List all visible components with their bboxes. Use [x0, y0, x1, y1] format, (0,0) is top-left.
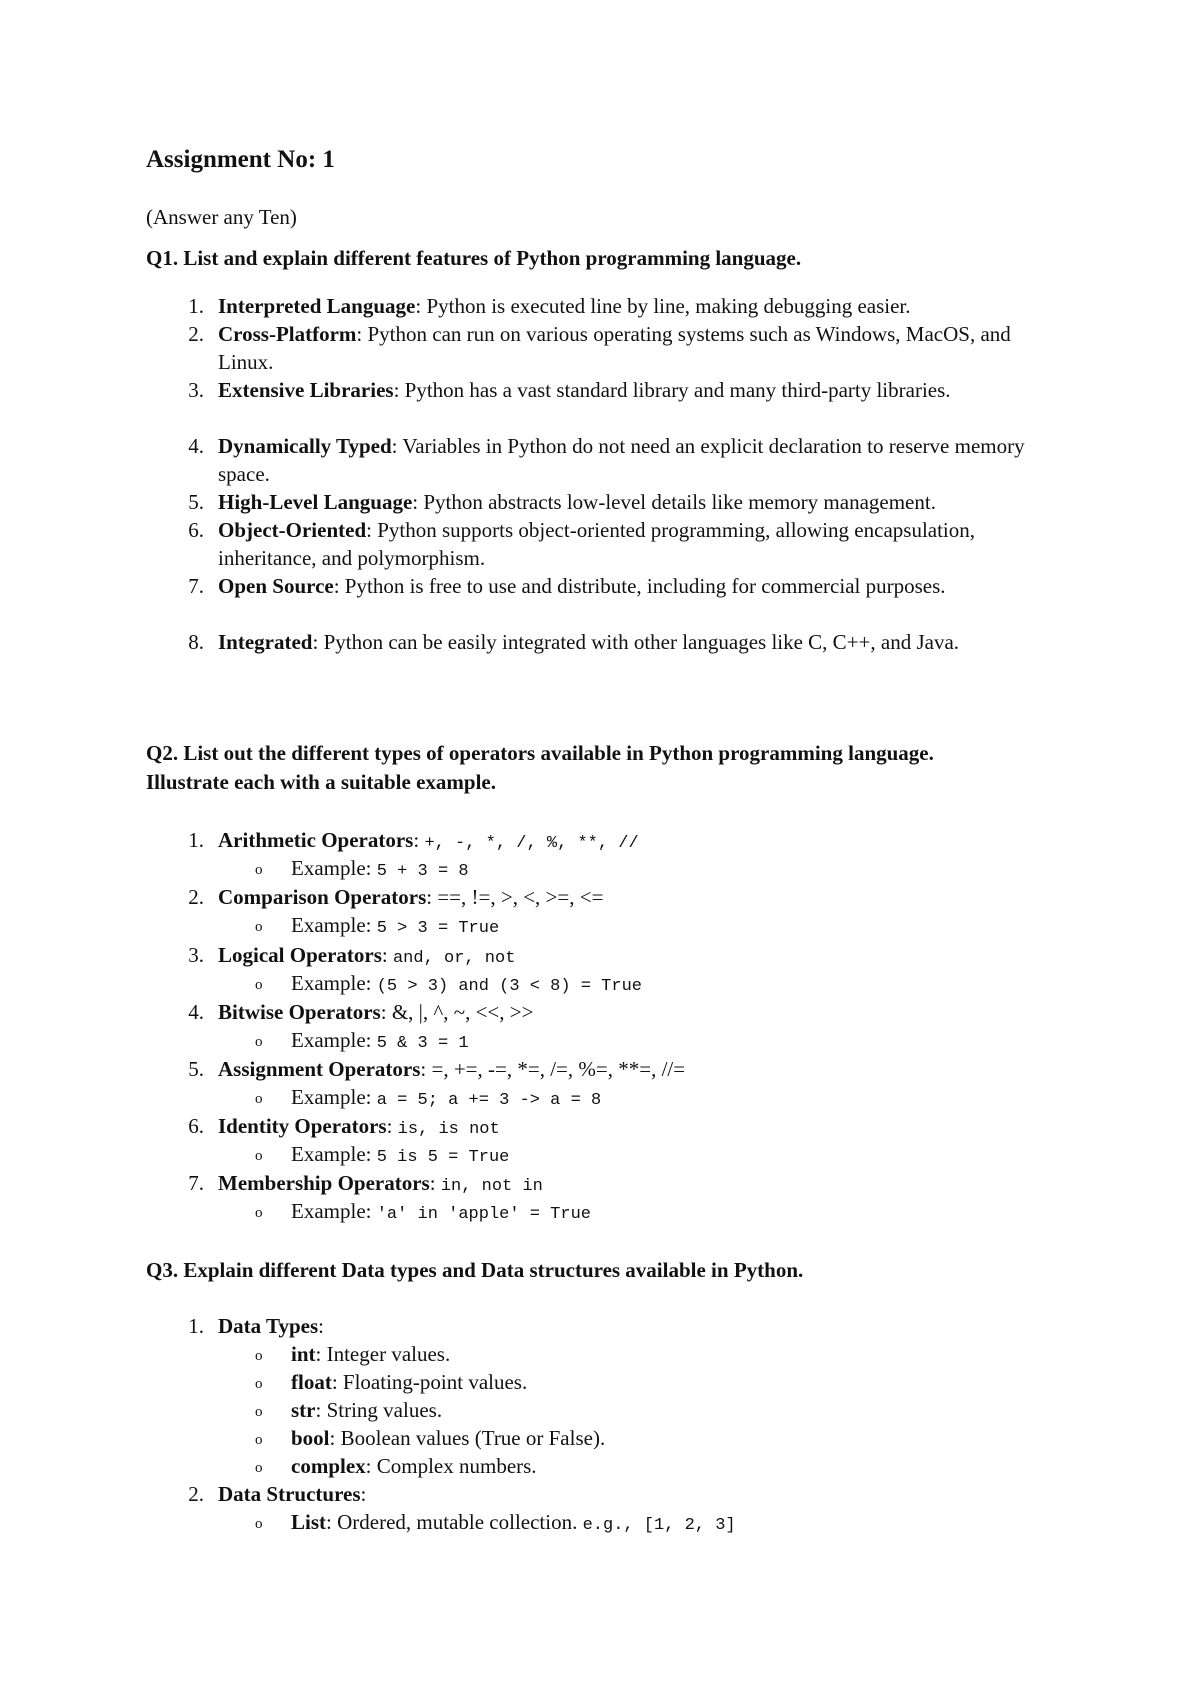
feature-description: : Python can be easily integrated with other languages like C, C++, and Java. [312, 630, 960, 654]
colon: : [360, 1482, 367, 1506]
operator-term: Arithmetic Operators [218, 828, 414, 852]
bullet-icon: o [255, 919, 263, 935]
operator-list: =, +=, -=, *=, /=, %=, **=, //= [431, 1057, 686, 1081]
feature-term: Dynamically Typed [218, 434, 392, 458]
list-number: 3. [188, 378, 204, 402]
type-term: float [291, 1370, 332, 1394]
list-number: 4. [188, 1000, 204, 1024]
list-number: 2. [188, 1482, 204, 1506]
list-number: 1. [188, 828, 204, 852]
operator-term: Bitwise Operators [218, 1000, 381, 1024]
type-description: : Floating-point values. [331, 1370, 528, 1394]
example-code: a = 5; a += 3 -> a = 8 [376, 1091, 602, 1110]
example-code: (5 > 3) and (3 < 8) = True [376, 977, 642, 996]
example-label: Example: [291, 1199, 377, 1223]
example-label: Example: [291, 1028, 377, 1052]
bullet-icon: o [255, 1148, 263, 1164]
question-2-line-1: Q2. List out the different types of operators available in Python programming language. [146, 741, 934, 765]
feature-term: Extensive Libraries [218, 378, 394, 402]
example-label: Example: [291, 856, 377, 880]
example-code: 5 > 3 = True [376, 919, 500, 938]
operator-list: is, is not [397, 1120, 500, 1139]
structure-example: e.g., [1, 2, 3] [582, 1516, 736, 1535]
type-description: : Integer values. [315, 1342, 451, 1366]
type-term: str [291, 1398, 316, 1422]
category-term: Data Structures [218, 1482, 361, 1506]
document-page: Assignment No: 1 (Answer any Ten) Q1. List and explain different features of Python programming language. 1. Interpreted Language: Python is executed line by line, making debugging easier. 2. Cross-Platform: Python can run on various operating systems such as Windows, MacOS, and Linux. 3. Extensive Libraries: Python has a vast standard library and many third-party libraries. 4. Dynamically Typed: Variables in Python do not need an explicit declaration to reserve memory space. 5. High-Level Language: Python abstracts low-level details like memory management. 6. Object-Oriented: Python supports object-oriented programming, allowing encapsulation, inheritance, and polymorphism. 7. Open Source: Python is free to use and distribute, including for commercial purposes. 8. Integrated: Python can be easily integrated with other languages like C, C++, and Java. Q2. List out the different types of operators available in Python programming language. Illustrate each with a suitable example. 1. Arithmetic Operators: +, -, *, /, %, **, // o Example: 5 + 3 = 8 2. Comparison Operators: ==, !=, >, <, >=, <= o Example: 5 > 3 = True 3. Logical Operators: and, or, not o Example: (5 > 3) and (3 < 8) = True 4. Bitwise Operators: &, |, ^, ~, <<, >> o Example: 5 & 3 = 1 5. Assignment Operators: =, +=, -=, *=, /=, %=, **=, //= o Example: a = 5; a += 3 -> a = 8 6. Identity Operators: is, is not o Example: 5 is 5 = True 7. Membership Operators: in, not in o Example: 'a' in 'apple' = True Q3. Explain different Data types and Data structures available in Python. 1. Data Types: o int: Integer values. o float: Floating-point values. o str: String values. o bool: Boolean values (True or False). o complex: Complex numbers. 2. Data Structures: o List: Ordered, mutable collection. e.g., [1, 2, 3] [0, 0, 1200, 1696]
operator-list: &, |, ^, ~, <<, >> [391, 1000, 534, 1024]
bullet-icon: o [255, 1091, 263, 1107]
feature-term: Cross-Platform [218, 322, 357, 346]
example-label: Example: [291, 971, 377, 995]
list-number: 1. [188, 1314, 204, 1338]
feature-term: High-Level Language [218, 490, 413, 514]
feature-description: : Python supports object-oriented programming, allowing encapsulation, inheritance, and polymorphism. [218, 518, 976, 570]
colon: : [318, 1314, 324, 1338]
list-number: 5. [188, 490, 204, 514]
operator-list: and, or, not [392, 949, 516, 968]
feature-description: : Python has a vast standard library and many third-party libraries. [393, 378, 951, 402]
feature-term: Integrated [218, 630, 313, 654]
operator-term: Assignment Operators [218, 1057, 421, 1081]
feature-description: : Python is free to use and distribute, including for commercial purposes. [333, 574, 946, 598]
type-description: : String values. [315, 1398, 443, 1422]
type-term: bool [291, 1426, 330, 1450]
bullet-icon: o [255, 1348, 263, 1364]
operator-term: Identity Operators [218, 1114, 387, 1138]
bullet-icon: o [255, 1034, 263, 1050]
category-term: Data Types [218, 1314, 319, 1338]
feature-term: Open Source [218, 574, 334, 598]
bullet-icon: o [255, 977, 263, 993]
example-code: 5 & 3 = 1 [376, 1034, 469, 1053]
type-term: complex [291, 1454, 366, 1478]
instruction-note: (Answer any Ten) [146, 205, 297, 229]
list-number: 7. [188, 574, 204, 598]
list-number: 3. [188, 943, 204, 967]
list-number: 2. [188, 885, 204, 909]
bullet-icon: o [255, 1376, 263, 1392]
operator-list: in, not in [440, 1177, 543, 1196]
feature-description: : Python can run on various operating systems such as Windows, MacOS, and Linux. [218, 322, 1011, 374]
feature-description: : Python is executed line by line, making debugging easier. [415, 294, 911, 318]
structure-description: : Ordered, mutable collection. [326, 1510, 583, 1534]
operator-list: +, -, *, /, %, **, // [424, 834, 639, 853]
example-code: 'a' in 'apple' = True [376, 1205, 591, 1224]
question-3: Q3. Explain different Data types and Data structures available in Python. [146, 1258, 804, 1282]
feature-term: Interpreted Language [218, 294, 416, 318]
operator-term: Comparison Operators [218, 885, 427, 909]
example-code: 5 is 5 = True [376, 1148, 510, 1167]
list-number: 2. [188, 322, 204, 346]
type-term: int [291, 1342, 316, 1366]
bullet-icon: o [255, 1432, 263, 1448]
example-code: 5 + 3 = 8 [376, 862, 469, 881]
operator-list: ==, !=, >, <, >=, <= [437, 885, 604, 909]
operator-term: Logical Operators [218, 943, 382, 967]
list-number: 5. [188, 1057, 204, 1081]
list-number: 6. [188, 518, 204, 542]
bullet-icon: o [255, 1404, 263, 1420]
bullet-icon: o [255, 1460, 263, 1476]
example-label: Example: [291, 1142, 377, 1166]
list-number: 7. [188, 1171, 204, 1195]
question-2-line-2: Illustrate each with a suitable example. [146, 770, 496, 794]
page-title: Assignment No: 1 [146, 146, 335, 173]
operator-term: Membership Operators [218, 1171, 430, 1195]
example-label: Example: [291, 1085, 377, 1109]
question-1: Q1. List and explain different features of Python programming language. [146, 246, 802, 270]
list-number: 1. [188, 294, 204, 318]
bullet-icon: o [255, 862, 263, 878]
list-number: 8. [188, 630, 204, 654]
bullet-icon: o [255, 1516, 263, 1532]
list-number: 4. [188, 434, 204, 458]
bullet-icon: o [255, 1205, 263, 1221]
type-description: : Boolean values (True or False). [329, 1426, 606, 1450]
feature-description: : Variables in Python do not need an explicit declaration to reserve memory space. [218, 434, 1025, 486]
feature-term: Object-Oriented [218, 518, 367, 542]
list-number: 6. [188, 1114, 204, 1138]
example-label: Example: [291, 913, 377, 937]
feature-description: : Python abstracts low-level details like memory management. [412, 490, 936, 514]
structure-term: List [291, 1510, 327, 1534]
type-description: : Complex numbers. [365, 1454, 537, 1478]
